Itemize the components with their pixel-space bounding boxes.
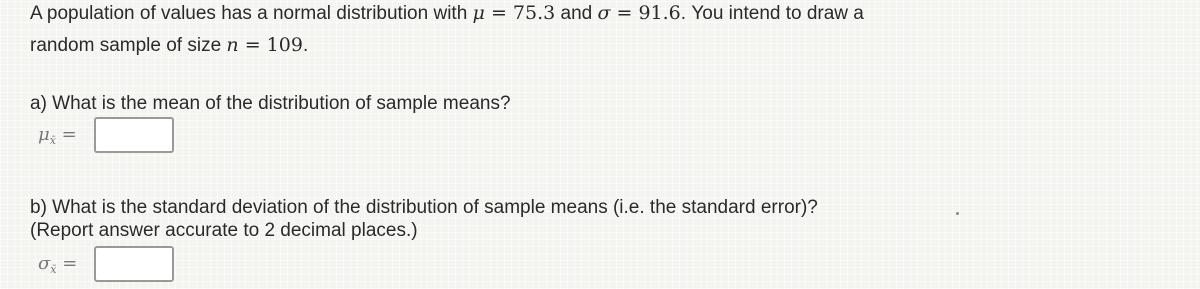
part-b-prompt-line-1: b) What is the standard deviation of the distribution of sample means (i.e. the standard error)? [30,197,818,218]
problem-statement-line-1 [30,2,864,25]
part-a-prompt: a) What is the mean of the distribution of sample means? [30,93,511,114]
sample-size-text: random sample of size [30,35,227,56]
part-a-answer-row [38,117,174,153]
xbar-subscript: x̄ [49,133,56,147]
and-text: and [555,3,598,24]
part-b-answer-row [38,246,174,282]
mu-symbol: μ [472,2,485,24]
sigma-xbar-symbol: σ [38,252,51,274]
intro-text-end: . You intend to draw a [680,3,864,24]
equals-sign: = [55,123,77,145]
mu-value: = 75.3 [484,2,556,24]
mu-xbar-symbol: μ [38,123,50,145]
n-value: = 109 [238,34,303,56]
xbar-subscript: x̄ [50,262,57,276]
stray-dot [956,212,959,215]
sigma-value: = 91.6 [610,2,681,24]
part-b-symbol-label [38,253,94,276]
part-a-symbol-label [38,124,94,147]
intro-text: A population of values has a normal distribution with [30,3,473,24]
period: . [302,35,309,56]
part-b-prompt-line-2: (Report answer accurate to 2 decimal places.) [30,220,418,241]
sigma-symbol: σ [597,2,611,24]
equals-sign: = [56,252,78,274]
standard-error-answer-input[interactable] [94,246,174,282]
n-symbol: n [226,34,239,56]
problem-statement-line-2 [30,34,308,57]
mean-answer-input[interactable] [94,117,174,153]
